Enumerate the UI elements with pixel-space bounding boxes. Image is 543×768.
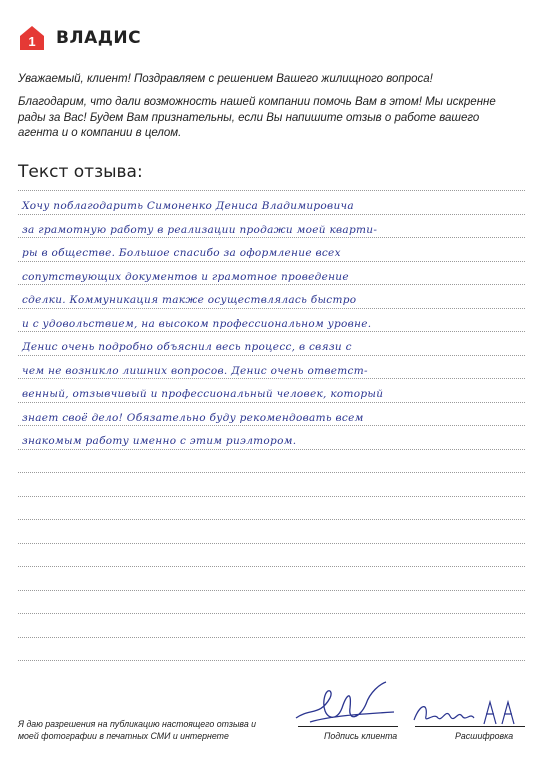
ruled-line xyxy=(18,637,525,638)
signature-label: Подпись клиента xyxy=(324,731,398,741)
ruled-line xyxy=(18,402,525,403)
ruled-line xyxy=(18,449,525,450)
handwritten-line: и с удовольствием, на высоком профессиональном уровне. xyxy=(22,317,372,330)
handwritten-line: знает своё дело! Обязательно буду рекомендовать всем xyxy=(22,411,364,424)
decode-label: Расшифровка xyxy=(455,731,514,741)
ruled-line xyxy=(18,378,525,379)
ruled-line xyxy=(18,566,525,567)
review-ruled-area xyxy=(18,0,525,768)
handwritten-line: сделки. Коммуникация также осуществлялась быстро xyxy=(22,294,357,306)
ruled-line xyxy=(18,543,525,544)
handwritten-line: венный, отзывчивый и профессиональный человек, который xyxy=(22,388,384,400)
ruled-line xyxy=(18,519,525,520)
ruled-line xyxy=(18,308,525,309)
ruled-line xyxy=(18,613,525,614)
ruled-line xyxy=(18,590,525,591)
ruled-line xyxy=(18,425,525,426)
ruled-line xyxy=(18,660,525,661)
ruled-line xyxy=(18,331,525,332)
handwritten-line: Денис очень подробно объяснил весь процесс, в связи с xyxy=(22,341,352,353)
intro-body-text: Благодарим, что дали возможность нашей компании помочь Вам в этом! Мы искренне рады за Вас! Будем Вам признательны, если Вы напишите отзыв о работе вашего агента и о компании в целом. xyxy=(18,96,496,139)
ruled-line xyxy=(18,214,525,215)
greeting-text: Уважаемый, клиент! Поздравляем с решением Вашего жилищного вопроса! xyxy=(18,73,433,85)
review-heading: Текст отзыва: xyxy=(18,162,143,182)
handwritten-line: чем не возникло лишних вопросов. Денис очень ответст- xyxy=(22,364,368,377)
ruled-line xyxy=(18,472,525,473)
ruled-line xyxy=(18,190,525,191)
ruled-line xyxy=(18,237,525,238)
handwritten-line: ры в обществе. Большое спасибо за оформление всех xyxy=(22,247,341,259)
handwritten-line: за грамотную работу в реализации продажи моей кварти- xyxy=(22,223,378,236)
decoded-name-image xyxy=(410,694,525,730)
brand-name: ВЛАДИС xyxy=(56,28,142,48)
handwritten-line: сопутствующих документов и грамотное проведение xyxy=(22,270,349,283)
ruled-line xyxy=(18,355,525,356)
handwritten-line: Хочу поблагодарить Симоненко Дениса Владимировича xyxy=(22,200,354,212)
ruled-line xyxy=(18,496,525,497)
ruled-line xyxy=(18,261,525,262)
ruled-line xyxy=(18,284,525,285)
client-signature-image xyxy=(290,678,400,734)
publication-consent-text: Я даю разрешения на публикацию настоящего отзыва и моей фотографии в печатных СМИ и интернете xyxy=(18,719,257,741)
logo-number: 1 xyxy=(28,34,36,49)
handwritten-line: знакомым работу именно с этим риэлтором. xyxy=(22,435,297,447)
